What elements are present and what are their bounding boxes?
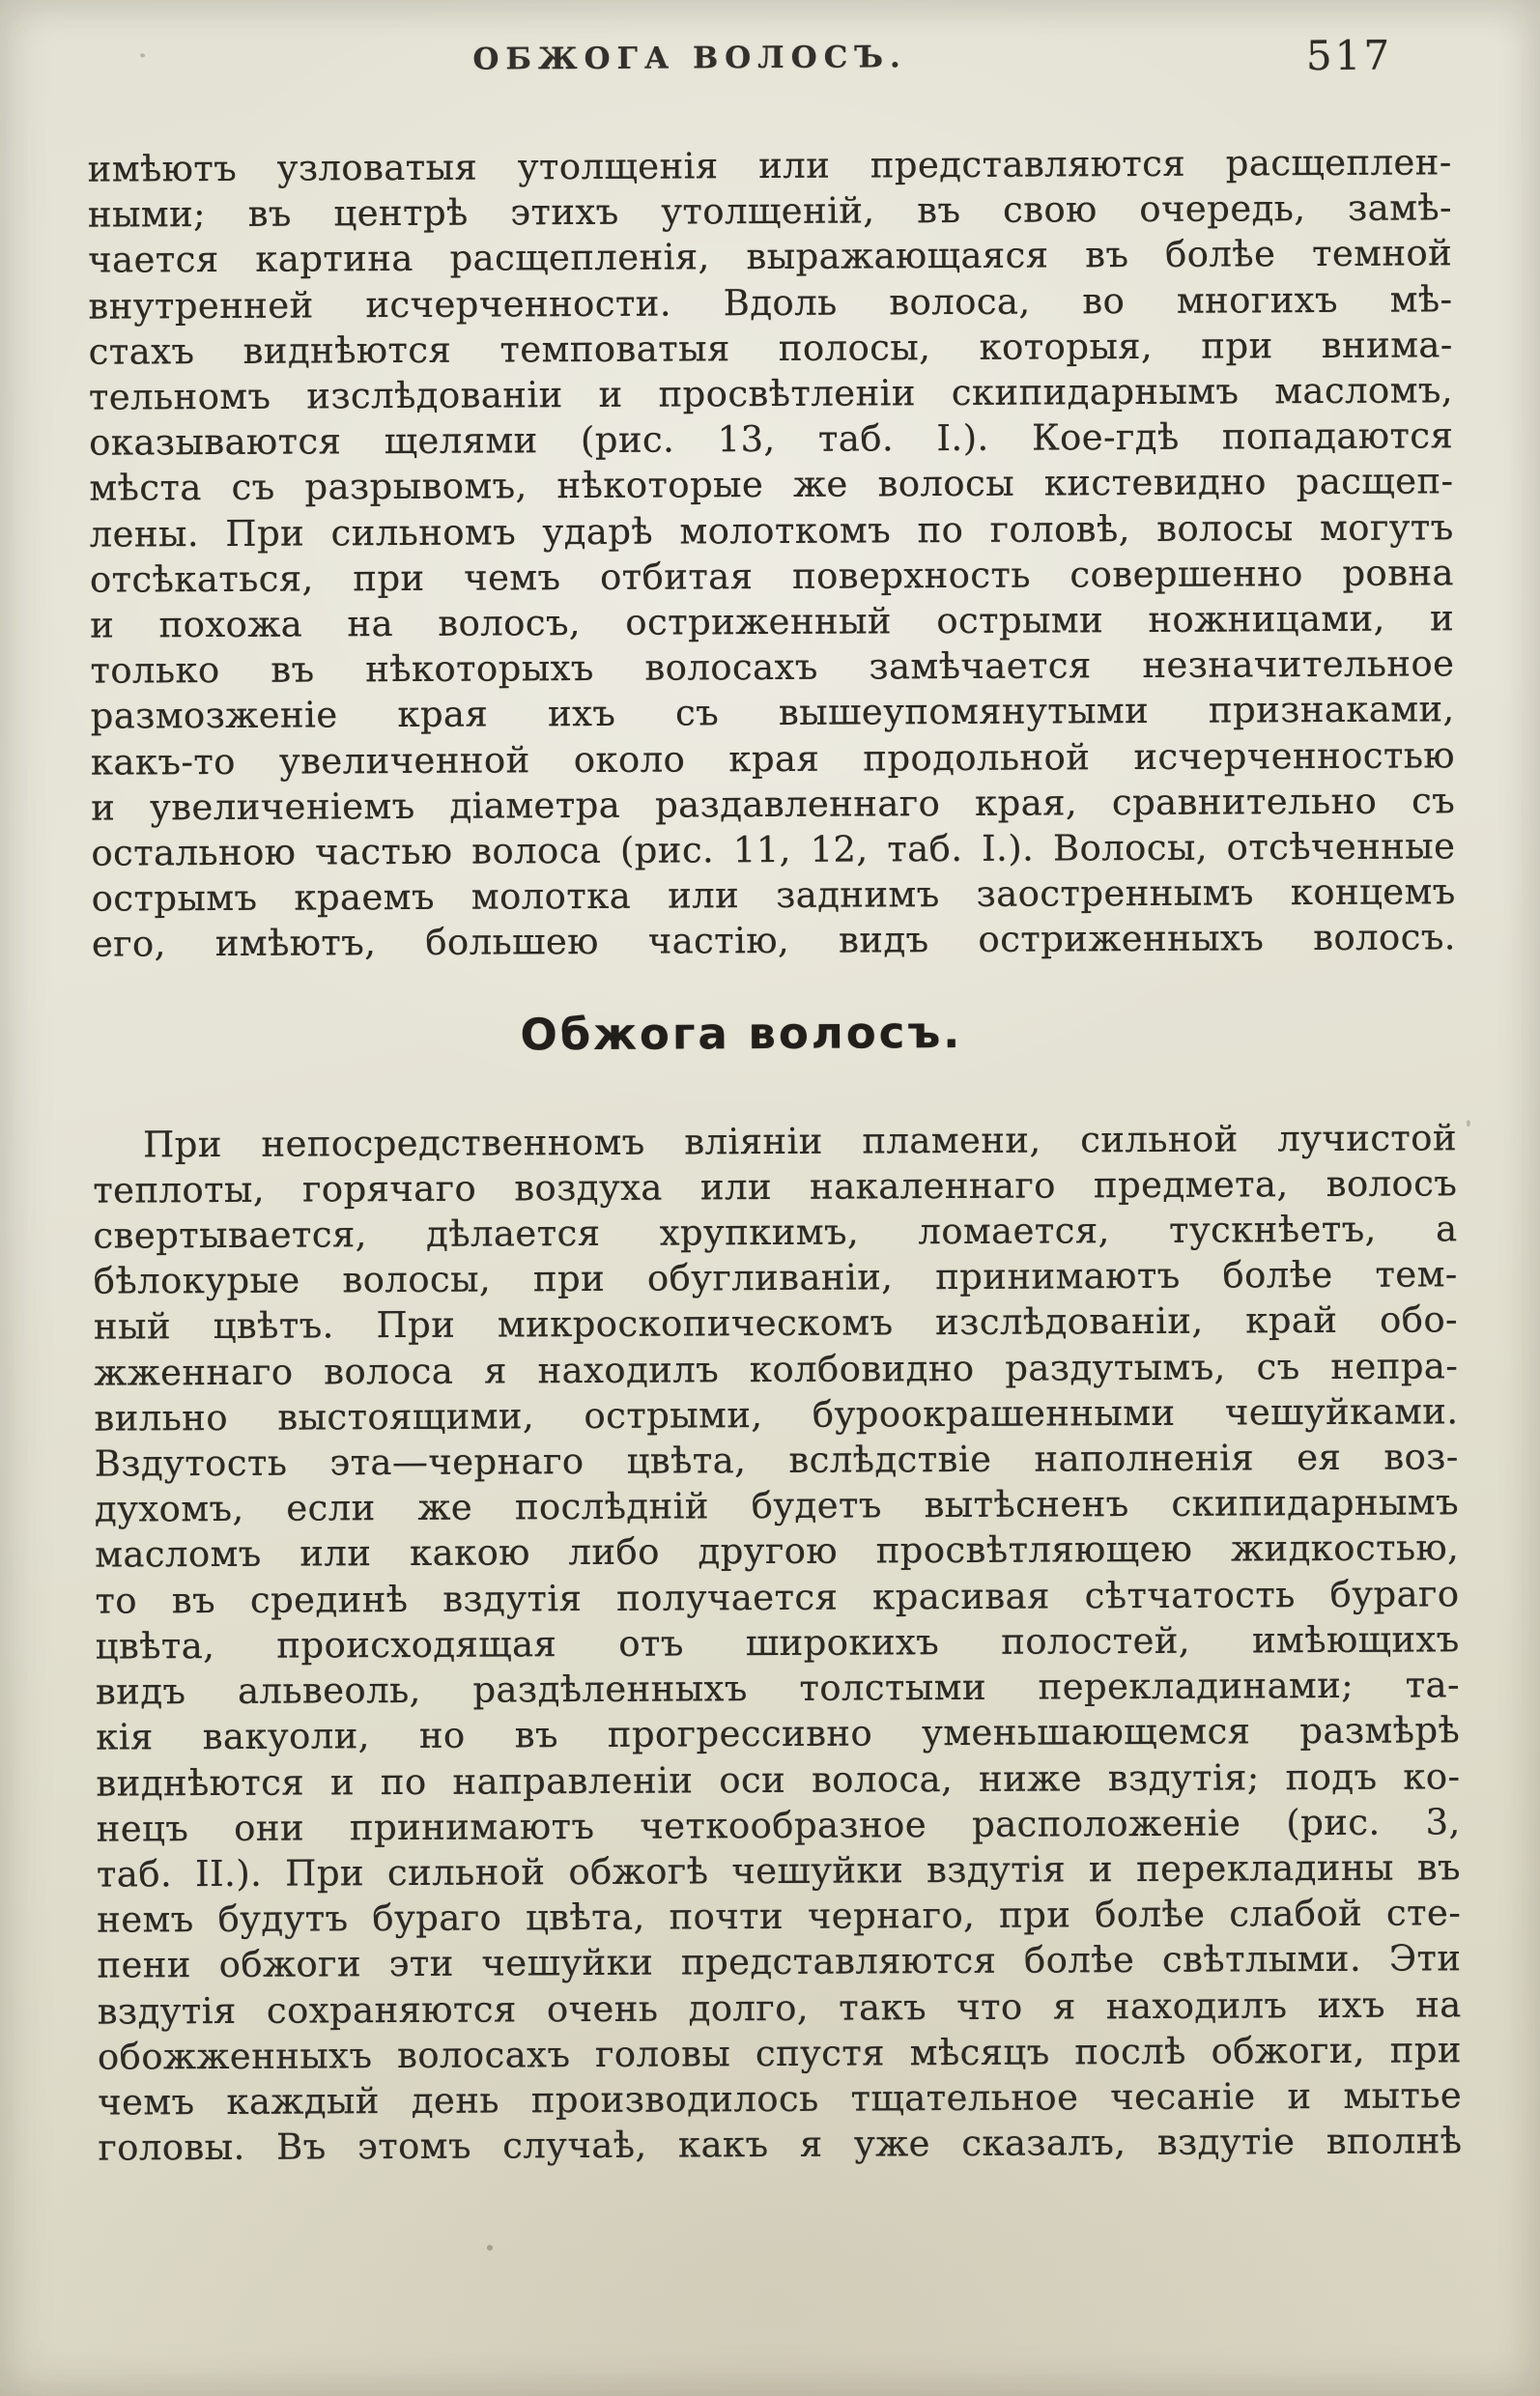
text-line: мѣста съ разрывомъ, нѣкоторые же волосы кистевидно расщеп- [89, 460, 1454, 510]
text-line: только въ нѣкоторыхъ волосахъ замѣчается незначительное [90, 642, 1455, 692]
text-line: видъ альвеоль, раздѣленныхъ толстыми перекладинами; та- [95, 1664, 1461, 1713]
text-line: лены. При сильномъ ударѣ молоткомъ по головѣ, волосы могутъ [89, 505, 1454, 556]
text-line: остальною частью волоса (рис. 11, 12, таб. I.). Волосы, отсѣченные [91, 825, 1456, 874]
text-line: оказываются щелями (рис. 13, таб. I.). Кое-гдѣ попадаются [89, 414, 1454, 464]
text-line: ный цвѣтъ. При микроскопическомъ изслѣдованіи, край обо- [93, 1298, 1459, 1349]
ink-speck [487, 2245, 493, 2251]
text-line: таб. II.). При сильной обжогѣ чешуйки вздутія и перекладины въ [96, 1846, 1462, 1896]
section-heading: Обжога волосъ. [520, 1006, 963, 1061]
text-line: немъ будутъ бураго цвѣта, почти чернаго, при болѣе слабой сте- [97, 1892, 1462, 1941]
running-head [0, 31, 1535, 87]
text-line: внутренней исчерченности. Вдоль волоса, во многихъ мѣ- [88, 277, 1453, 328]
text-line: свертывается, дѣлается хрупкимъ, ломается, тускнѣетъ, а [93, 1208, 1458, 1257]
running-title: ОБЖОГА ВОЛОСЪ. [472, 40, 907, 77]
text-line: стахъ виднѣются темповатыя полосы, которыя, при внима- [88, 324, 1453, 373]
text-line: теплоты, горячаго воздуха или накаленнаго предмета, волосъ [93, 1162, 1458, 1212]
text-line: духомъ, если же послѣдній будетъ вытѣсненъ скипидарнымъ [94, 1481, 1460, 1530]
text-line: то въ срединѣ вздутія получается красивая сѣтчатость бураго [95, 1572, 1460, 1622]
page-number: 517 [1305, 31, 1393, 80]
text-line: кія вакуоли, но въ прогрессивно уменьшающемся размѣрѣ [96, 1709, 1461, 1758]
text-line: масломъ или какою либо другою просвѣтляющею жидкостью, [95, 1526, 1460, 1577]
text-line: головы. Въ этомъ случаѣ, какъ я уже сказалъ, вздутіе вполнѣ [98, 2120, 1463, 2169]
text-line: вильно выстоящими, острыми, буроокрашенными чешуйками. [94, 1390, 1459, 1440]
text-line: имѣютъ узловатыя утолщенія или представляются расщеплен- [87, 141, 1452, 190]
paragraph-obzhoga [93, 1115, 1463, 2171]
text-line: цвѣта, происходящая отъ широкихъ полостей, имѣющихъ [95, 1618, 1460, 1668]
text-line: тельномъ изслѣдованіи и просвѣтленіи скипидарнымъ масломъ, [88, 369, 1454, 418]
ink-speck [1467, 1120, 1470, 1127]
text-line: вздутія сохраняются очень долго, такъ что я находилъ ихъ на [97, 1982, 1462, 2033]
text-line: жженнаго волоса я находилъ колбовидно раздутымъ, съ непра- [94, 1344, 1459, 1394]
text-line: ными; въ центрѣ этихъ утолщеній, въ свою очередь, замѣ- [87, 186, 1453, 236]
text-line: бѣлокурые волосы, при обугливаніи, принимаютъ болѣе тем- [93, 1253, 1458, 1302]
text-line: чемъ каждый день производилось тщательное чесаніе и мытье [98, 2074, 1463, 2124]
text-line: пени обжоги эти чешуйки представляются болѣе свѣтлыми. Эти [97, 1937, 1462, 1986]
text-line: нецъ они принимаютъ четкообразное расположеніе (рис. 3, [96, 1800, 1461, 1850]
text-line: отсѣкаться, при чемъ отбитая поверхность совершенно ровна [89, 552, 1455, 601]
ink-speck [140, 53, 145, 57]
paragraph-continuation [88, 139, 1456, 967]
text-line: При непосредственномъ вліяніи пламени, сильной лучистой [142, 1116, 1458, 1166]
text-line: размозженіе края ихъ съ вышеупомянутыми признаками, [90, 688, 1455, 738]
text-line: какъ-то увеличенной около края продольной исчерченностью [90, 733, 1456, 784]
text-line: обожженныхъ волосахъ головы спустя мѣсяцъ послѣ обжоги, при [97, 2028, 1463, 2078]
text-line: острымъ краемъ молотка или заднимъ заостреннымъ концемъ [91, 870, 1456, 920]
text-column [88, 139, 1463, 2171]
text-line: и похожа на волосъ, остриженный острыми ножницами, и [90, 597, 1455, 646]
text-line: его, имѣютъ, большею частію, видъ остриженныхъ волосъ. [91, 916, 1457, 966]
text-line: и увеличеніемъ діаметра раздавленнаго края, сравнительно съ [91, 780, 1456, 829]
text-line: чается картина расщепленія, выражающаяся въ болѣе темной [88, 232, 1453, 282]
text-line: виднѣются и по направленіи оси волоса, ниже вздутія; подъ ко- [96, 1754, 1461, 1805]
text-line: Вздутость эта—чернаго цвѣта, вслѣдствіе наполненія ея воз- [94, 1436, 1459, 1485]
